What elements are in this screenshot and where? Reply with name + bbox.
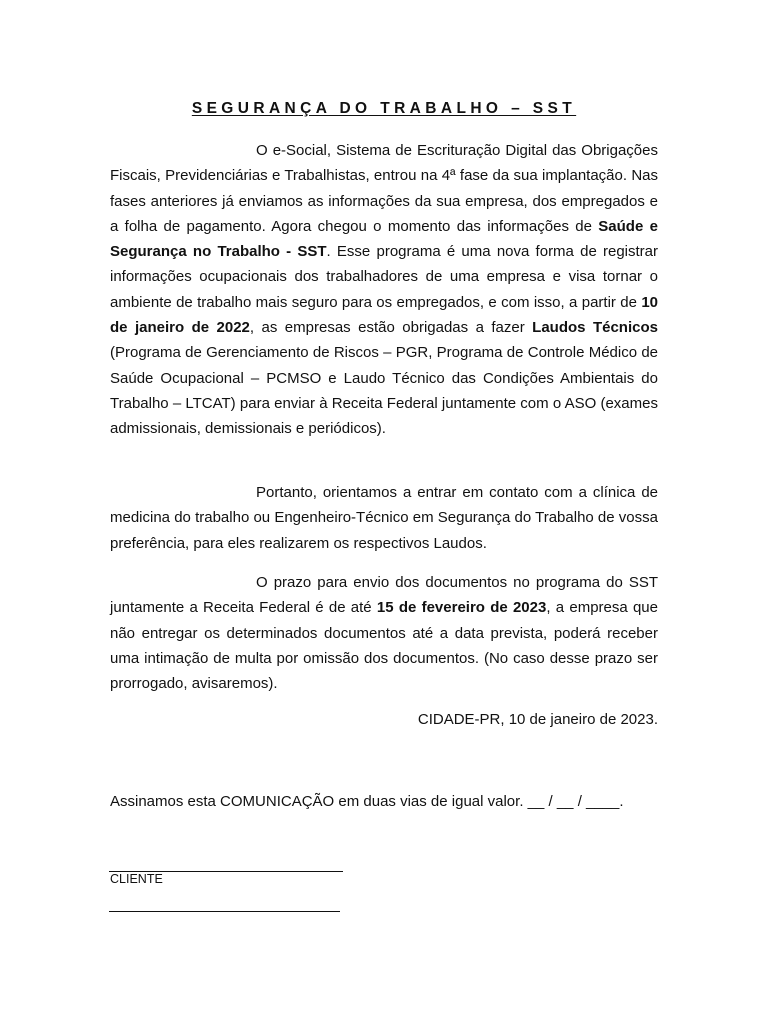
text: Portanto, orientamos a entrar em contato com a clínica de medicina do trabalho ou Engenheiro-Técnico em Segurança do Trabalho de vossa preferência, para eles realizarem os respectivos Laudos. bbox=[110, 484, 658, 552]
date-line: CIDADE-PR, 10 de janeiro de 2023. bbox=[417, 711, 658, 728]
second-signature-line bbox=[109, 911, 340, 912]
paragraph-orientation bbox=[110, 480, 658, 556]
text: , a empresa que não entregar os determinados documentos até a data prevista, poderá receber uma intimação de multa por omissão dos documentos. (No caso desse prazo ser prorrogado, avisaremos). bbox=[110, 599, 658, 693]
text: . Esse programa é uma nova forma de registrar informações ocupacionais dos trabalhadores de uma empresa e visa tornar o ambiente de trabalho mais seguro para os empregados, e com isso, a partir de bbox=[110, 243, 659, 311]
bold-text: Laudos Técnicos bbox=[532, 319, 658, 337]
client-label: CLIENTE bbox=[110, 872, 163, 886]
paragraph-esocial bbox=[110, 138, 658, 442]
text: O prazo para envio dos documentos no programa do SST juntamente a Receita Federal é de até bbox=[110, 574, 658, 617]
bold-date: 10 de janeiro de 2022 bbox=[110, 293, 658, 337]
bold-date: 15 de fevereiro de 2023 bbox=[376, 599, 547, 617]
bold-text: Saúde e Segurança no Trabalho - SST bbox=[110, 217, 658, 261]
document-title: SEGURANÇA DO TRABALHO – SST bbox=[191, 100, 577, 117]
signature-statement: Assinamos esta COMUNICAÇÃO em duas vias de igual valor. __ / __ / ____. bbox=[110, 793, 624, 810]
paragraph-deadline bbox=[110, 570, 658, 696]
text: (Programa de Gerenciamento de Riscos – PGR, Programa de Controle Médico de Saúde Ocupacional – PCMSO e Laudo Técnico das Condições Ambientais do Trabalho – LTCAT) para enviar à Receita Federal juntamente com o ASO (exames admissionais, demissionais e periódicos). bbox=[110, 344, 658, 438]
text: , as empresas estão obrigadas a fazer bbox=[249, 319, 533, 337]
text: O e-Social, Sistema de Escrituração Digital das Obrigações Fiscais, Previdenciárias e Trabalhistas, entrou na 4ª fase da sua implantação. Nas fases anteriores já enviamos as informações da sua empresa, dos empregados e a folha de pagamento. Agora chegou o momento das informações de bbox=[110, 142, 658, 235]
